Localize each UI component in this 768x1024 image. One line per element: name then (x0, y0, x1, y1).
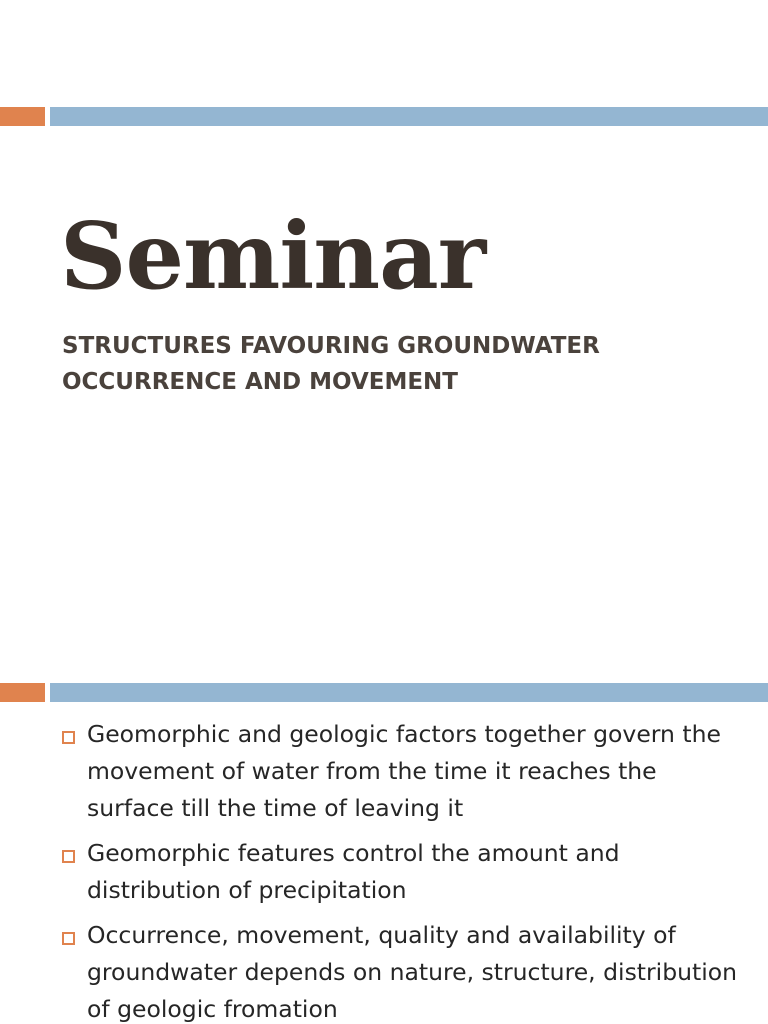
bullet-item (62, 917, 742, 1024)
hollow-square-bullet-icon (62, 850, 75, 863)
slide-subtitle: STRUCTURES FAVOURING GROUNDWATER OCCURRENCE AND MOVEMENT (62, 333, 600, 395)
bullet-item (62, 835, 742, 909)
bullet-text: Geomorphic and geologic factors together govern the movement of water from the time it reaches the surface till the time of leaving it (87, 720, 721, 822)
hollow-square-bullet-icon (62, 932, 75, 945)
slide-title: Seminar (60, 202, 486, 310)
slide1-orange-accent-bar (0, 107, 45, 126)
bullet-text: Occurrence, movement, quality and availability of groundwater depends on nature, structure, distribution of geologic fromation (87, 921, 738, 1023)
bullet-text: Geomorphic features control the amount and distribution of precipitation (87, 839, 620, 904)
slide1-blue-accent-bar (50, 107, 768, 126)
bullet-item (62, 716, 742, 827)
bullet-list (62, 716, 742, 1024)
hollow-square-bullet-icon (62, 731, 75, 744)
slide2-orange-accent-bar (0, 683, 45, 702)
slide2-blue-accent-bar (50, 683, 768, 702)
